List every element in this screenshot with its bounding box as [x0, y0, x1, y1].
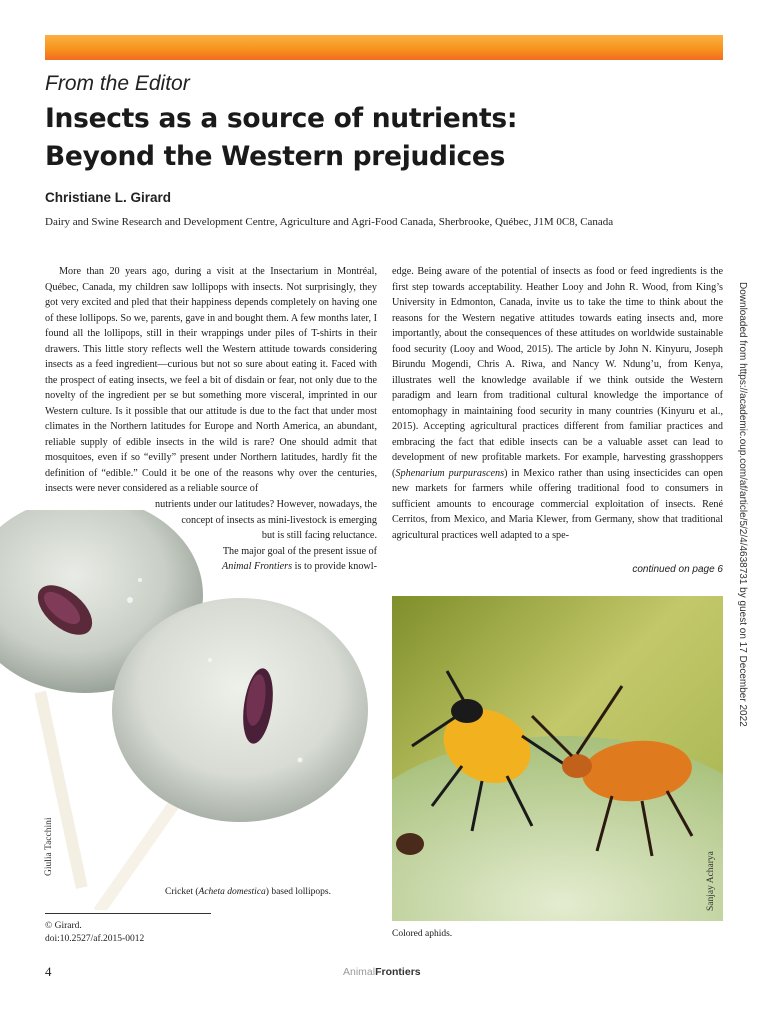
- journal-name-italic: Animal Frontiers: [222, 561, 293, 572]
- paragraph-2-start: The major goal of the present issue of: [222, 545, 377, 557]
- article-title: [45, 100, 645, 176]
- aphid-illustration: [392, 596, 723, 921]
- body-column-2: [392, 264, 723, 543]
- continued-note: continued on page 6: [632, 564, 723, 575]
- footnote-rule: [45, 913, 211, 914]
- author-affiliation: Dairy and Swine Research and Development Centre, Agriculture and Agri-Food Canada, Sherbrooke, Québec, J1M 0C8, Canada: [45, 216, 614, 228]
- lollipop-stick-1: [34, 691, 87, 889]
- caption1-post: ) based lollipops.: [265, 887, 331, 897]
- copyright-text: © Girard.: [45, 921, 82, 931]
- header-orange-bar: [45, 35, 723, 60]
- lollipop-photo: [0, 510, 370, 910]
- photo1-caption: [165, 887, 331, 897]
- photo1-credit: Giulia Tacchini: [44, 817, 54, 876]
- copyright-block: [45, 920, 144, 946]
- col2-text-a: edge. Being aware of the potential of insects as food or feed ingredients is the first step towards acceptability. Heather Looy and John R. Wood, from King’s University in Edmonton, Canada, invite us to take the time to think about the reasons for the Western negative attitudes towards eating insects and, more importantly, about the consequences of these attitudes on worldwide sustainable food security (Looy and Wood, 2015). The article by John N. Kinyuru, Joseph Birundu Mogendi, Chris A. Riwa, and Nancy W. Ndung’u, from Kenya, illustrates well the knowledge available if we think outside the Western paradigm and learn from traditional cultural knowledge the importance of entomophagy in maintaining food security in many countries (Kinyuru et al., 2015). Accepting agricultural practices different from familiar practices and embracing the fact that edible insects can be a valuable asset can lead to development of new profitable markets. For example, harvesting grasshoppers (: [392, 266, 723, 479]
- doi-text: doi:10.2527/af.2015-0012: [45, 934, 145, 944]
- photo2-credit: Sanjay Acharya: [706, 851, 716, 911]
- page-number: 4: [45, 964, 52, 979]
- journal-footer-logo: [343, 966, 421, 978]
- download-note: Downloaded from https://academic.oup.com/af/article/5/2/4/4638731 by guest on 17 December 2022: [737, 282, 748, 727]
- download-sidebar: [736, 282, 750, 752]
- caption1-species: Acheta domestica: [198, 887, 266, 897]
- brand-light: Animal: [343, 966, 376, 978]
- title-line-2: Beyond the Western prejudices: [45, 141, 506, 172]
- author-name: Christiane L. Girard: [45, 190, 172, 205]
- title-line-1: Insects as a source of nutrients:: [45, 103, 518, 134]
- wrap-line-2: concept of insects as mini-livestock is emerging: [181, 514, 377, 526]
- lollipop-illustration: [0, 510, 370, 910]
- paragraph-1: More than 20 years ago, during a visit at the Insectarium in Montréal, Québec, Canada, my children saw lollipops with insects. Not surprisingly, they got very excited and pled that their happiness depends completely on having one of these lollipops. So we, parents, gave in and bought them. A few months later, I found all the lollipops, still in their wrappings under piles of T-shirts in their drawers. This little story reflects well the Western attitude towards considering insects as a feed ingredient—curious but not so sure about eating it. Faced with the prospect of eating insects, we feel a bit of disdain or fear, not only due to the novelty of the ingredient per se but something more visceral, imprinted in our Western culture. Is it possible that our attitude is due to the fact that under most climates in the Northern latitudes for Europe and North America, an abundant, reliable supply of edible insects in the wild is rare? One should admit that mosquitoes, even if so “evilly” present under Northern latitudes, hardly fit the definition of “edible.” Could it be one of the reasons why over the centuries, insects were never considered as a reliable source of: [45, 266, 377, 494]
- caption1-pre: Cricket (: [165, 887, 199, 897]
- photo2-caption: Colored aphids.: [392, 929, 453, 939]
- wrap-line-1: nutrients under our latitudes? However, nowadays, the: [155, 499, 377, 510]
- section-kicker: From the Editor: [45, 72, 190, 95]
- lollipop-candy-2: [112, 598, 368, 822]
- species-name-italic: Sphenarium purpurascens: [395, 467, 505, 479]
- col2-text-b: ) in Mexico rather than using insecticides can open new markets for farmers while offering traditional food to consumers in sufficient amounts to encourage commercial exploitation of insects. René Cerritos, from Mexico, and Maria Klewer, from Germany, show that traditional agricultural practices well adapted to a spe-: [392, 467, 724, 541]
- paragraph-2-rest: is to provide knowl-: [292, 561, 377, 572]
- wrap-line-3: but is still facing reluctance.: [261, 530, 377, 541]
- body-column-1: [45, 264, 377, 497]
- aphid-photo: [392, 596, 723, 921]
- brand-bold: Frontiers: [375, 966, 421, 978]
